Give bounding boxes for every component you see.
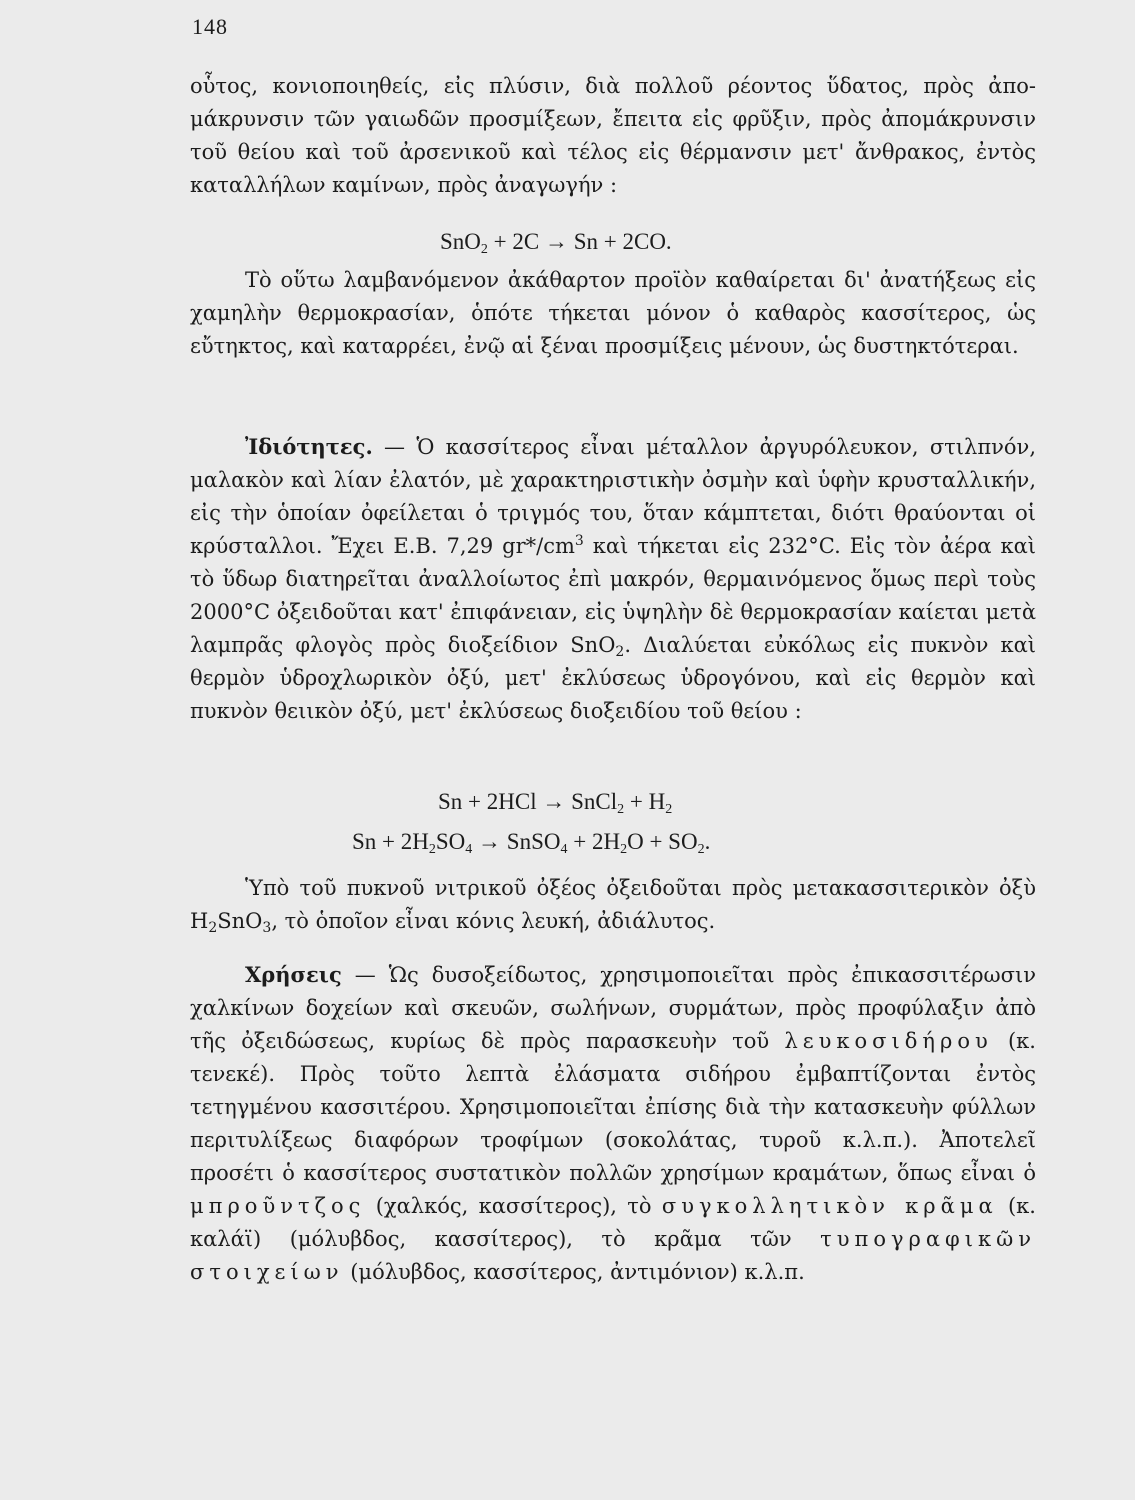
text-run: , τὸ ὁποῖον εἶναι κόνις λευκή, ἀδιάλυτος. [271, 909, 716, 933]
spaced-term: τυπογραφικῶν στοιχείων [190, 1227, 1036, 1284]
equation-term: + H [624, 789, 666, 814]
equation-subscript: 2 [617, 802, 625, 817]
equation-term: Sn + 2HCl → SnCl [438, 789, 618, 814]
text-run: (χαλκός, κασσίτερος), τὸ [365, 1194, 662, 1218]
paragraph-uses [190, 958, 1036, 1289]
text-block-1 [190, 70, 1036, 202]
equation-subscript: 4 [560, 842, 568, 857]
equation-hcl [438, 784, 672, 820]
subscript: 3 [262, 920, 272, 936]
equation-term: O + SO [627, 829, 698, 854]
text-run: (κ. τενεκέ). Πρὸς τοῦτο λεπτὰ ἐλάσματα σιδήρου ἐμβαπτίζονται ἐντὸς τετηγμένου κασσιτέρου. Χρησιμοποιεῖται ἐπίσης διὰ τὴν κατασκευὴν φύλλων περιτυλίξεως διαφόρων τροφίμων (σοκολάτας, τυροῦ κ.λ.π.). Ἀποτελεῖ προσέτι ὁ κασσίτερος συστατικὸν πολλῶν χρησίμων κραμάτων, ὅπως εἶναι ὁ [190, 1029, 1036, 1185]
equation-term: SnO [440, 229, 481, 254]
section-heading-uses: Χρήσεις [245, 962, 342, 987]
text-run: (μόλυβδος, κασσίτερος, ἀντιμόνιον) κ.λ.π. [343, 1260, 805, 1284]
text-run: — Ὡς δυσοξείδωτος, χρησιμοποιεῖται πρὸς ἐπικασσιτέρωσιν χαλκίνων δοχείων καὶ σκευῶν, σωλήνων, συρμάτων, πρὸς προφύλαξιν ἀπὸ τῆς ὀξειδώσεως, κυρίως δὲ πρὸς παρασκευὴν τοῦ [190, 963, 1036, 1053]
equation-term: → SnSO [472, 829, 561, 854]
equation-subscript: 2 [697, 842, 705, 857]
text-block-2 [190, 264, 1036, 363]
text-run: SnO [217, 909, 263, 933]
page-number: 148 [192, 14, 228, 39]
superscript: 3 [574, 533, 584, 549]
subscript: 2 [615, 644, 625, 660]
equation-term: + 2H [567, 829, 621, 854]
text-run: . Διαλύεται εὐκόλως εἰς πυκνὸν καὶ θερμὸν ὑδροχλωρικὸν ὀξύ, μετ' ἐκλύσεως ὑδρογόνου, καὶ εἰς θερμὸν καὶ πυκνὸν θειικὸν ὀξύ, μετ' ἐκλύσεως διοξειδίου τοῦ θείου : [190, 633, 1036, 723]
text-block-5 [190, 958, 1036, 1289]
spaced-term: μπροῦντζος [190, 1194, 366, 1218]
text-run: Ὑπὸ τοῦ πυκνοῦ νιτρικοῦ ὀξέος ὀξειδοῦται πρὸς μετακασσιτερικὸν ὀξὺ H [190, 876, 1036, 933]
equation-term: Sn + 2H [352, 829, 429, 854]
paragraph-properties [190, 430, 1036, 728]
equation-subscript: 2 [480, 242, 488, 257]
text-block-4 [190, 872, 1036, 938]
equation-reduction [440, 224, 672, 260]
paragraph-ore-processing: οὗτος, κονιοποιηθείς, εἰς πλύσιν, διὰ πολλοῦ ρέοντος ὕδατος, πρὸς ἀπομάκρυνσιν τῶν γαιωδῶν προσμίξεων, ἔπειτα εἰς φρῦξιν, πρὸς ἀπομάκρυνσιν τοῦ θείου καὶ τοῦ ἀρσενικοῦ καὶ τέλος εἰς θέρμανσιν μετ' ἄνθρακος, ἐντὸς καταλλήλων καμίνων, πρὸς ἀναγωγήν : [190, 74, 1036, 197]
text-block-3 [190, 430, 1036, 728]
equation-term: + 2C → Sn + 2CO. [487, 229, 672, 254]
paragraph-purification: Τὸ οὕτω λαμβανόμενον ἀκάθαρτον προϊὸν καθαίρεται δι' ἀνατήξεως εἰς χαμηλὴν θερμοκρασίαν, ὁπότε τήκεται μόνον ὁ καθαρὸς κασσίτερος, ὡς εὔτηκτος, καὶ καταρρέει, ἐνῷ αἱ ξέναι προσμίξεις μένουν, ὡς δυστηκτότεραι. [190, 268, 1036, 358]
equation-subscript: 2 [620, 842, 628, 857]
equation-h2so4 [352, 824, 710, 860]
text-run: καὶ τήκεται εἰς 232°C. Εἰς τὸν ἀέρα καὶ τὸ ὕδωρ διατηρεῖται ἀναλλοίωτος ἐπὶ μακρόν, θερμαινόμενος ὅμως περὶ τοὺς 2000°C ὀξειδοῦται κατ' ἐπιφάνειαν, εἰς ὑψηλὴν δὲ θερμοκρασίαν καίεται μετὰ λαμπρᾶς φλογὸς πρὸς διοξείδιον SnO [190, 534, 1037, 657]
spaced-term: συγκολλητικὸν κρᾶμα [661, 1194, 998, 1218]
equation-term: . [704, 829, 711, 854]
equation-subscript: 2 [665, 802, 673, 817]
spaced-term: λευκοσιδήρου [784, 1029, 993, 1053]
text-run: — Ὁ κασσίτερος εἶναι μέταλλον ἀργυρόλευκον, στιλπνόν, μαλακὸν καὶ λίαν ἐλατόν, μὲ χαρακτηριστικὴν ὀσμὴν καὶ ὑφὴν κρυσταλλικήν, εἰς τὴν ὁποίαν ὀφείλεται ὁ τριγμός του, ὅταν κάμπτεται, διότι θραύονται οἱ κρύσταλλοι. Ἔχει Ε.Β. 7,29 gr*/cm [190, 435, 1036, 558]
equation-subscript: 4 [465, 842, 473, 857]
equation-subscript: 2 [428, 842, 436, 857]
subscript: 2 [208, 920, 218, 936]
paragraph-nitric-acid [190, 872, 1036, 938]
text-run: (κ. καλάϊ) (μόλυβδος, κασσίτερος), τὸ κρᾶμα τῶν [190, 1194, 1036, 1251]
section-heading-properties: Ἰδιότητες. [245, 434, 373, 459]
equation-term: SO [435, 829, 466, 854]
